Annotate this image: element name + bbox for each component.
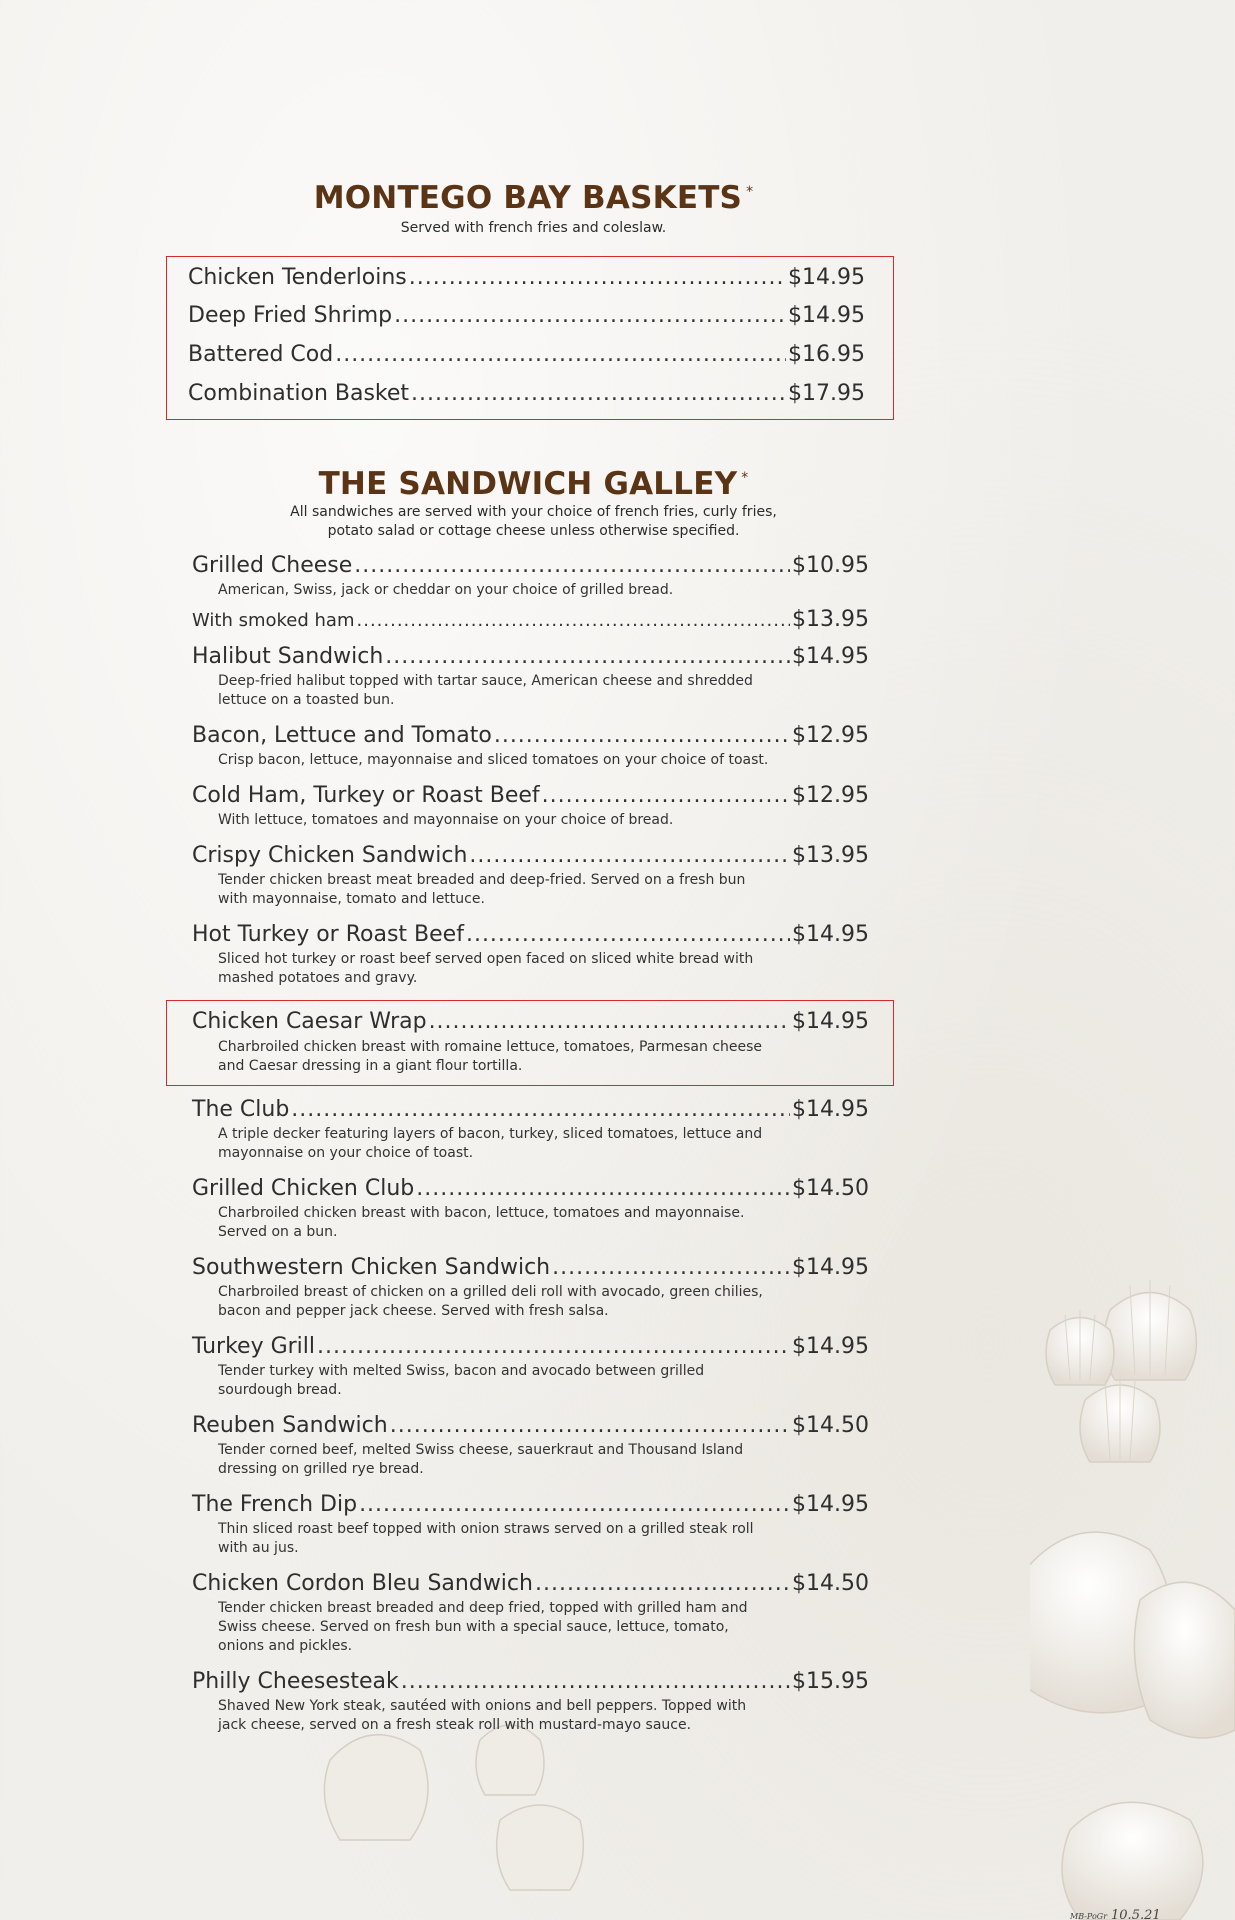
item-name: Philly Cheesesteak [192, 1669, 399, 1694]
item-name: Deep Fried Shrimp [188, 303, 393, 328]
item-name: Chicken Tenderloins [188, 265, 407, 290]
item-description: Tender chicken breast meat breaded and deep-fried. Served on a fresh bun with mayonnaise, tomato and lettuce. [218, 872, 746, 907]
leader-dots [359, 1492, 790, 1517]
item-name: Grilled Cheese [192, 553, 353, 578]
menu-item-crispy-chicken-sandwich [192, 843, 869, 868]
menu-item-chicken-caesar-wrap [192, 1009, 869, 1034]
item-name: The French Dip [192, 1492, 358, 1517]
sandwiches-subtitle-2: potato salad or cottage cheese unless otherwise specified. [327, 523, 740, 539]
item-description: With lettuce, tomatoes and mayonnaise on your choice of bread. [218, 812, 674, 828]
leader-dots [535, 1571, 790, 1596]
item-price: $16.95 [788, 342, 865, 367]
item-name: Reuben Sandwich [192, 1413, 388, 1438]
item-description: Tender turkey with melted Swiss, bacon and avocado between grilled sourdough bread. [218, 1363, 705, 1398]
baskets-title-text: MONTEGO BAY BASKETS [313, 180, 743, 216]
item-price: $17.95 [788, 381, 865, 406]
menu-item-combination-basket [188, 381, 865, 406]
item-price: $14.95 [792, 1334, 869, 1359]
leader-dots [317, 1334, 790, 1359]
leader-dots [542, 783, 790, 808]
item-price: $14.50 [792, 1176, 869, 1201]
item-description: Charbroiled breast of chicken on a grilled deli roll with avocado, green chilies, bacon and pepper jack cheese. Served with fresh salsa. [218, 1284, 763, 1319]
leader-dots [335, 342, 786, 367]
item-name: Chicken Caesar Wrap [192, 1009, 427, 1034]
item-price: $14.95 [792, 1255, 869, 1280]
menu-item-reuben-sandwich [192, 1413, 869, 1438]
item-price: $15.95 [792, 1669, 869, 1694]
item-name: Chicken Cordon Bleu Sandwich [192, 1571, 533, 1596]
item-price: $14.50 [792, 1571, 869, 1596]
leader-dots [429, 1009, 790, 1034]
sandwiches-subtitle-1: All sandwiches are served with your choice of french fries, curly fries, [290, 504, 777, 520]
item-name: The Club [192, 1097, 290, 1122]
menu-item-southwestern-chicken-sandwich [192, 1255, 869, 1280]
leader-dots [411, 381, 786, 406]
item-price: $13.95 [792, 843, 869, 868]
item-name: Hot Turkey or Roast Beef [192, 922, 464, 947]
item-description: Deep-fried halibut topped with tartar sauce, American cheese and shredded lettuce on a toasted bun. [218, 673, 753, 708]
item-description: Shaved New York steak, sautéed with onions and bell peppers. Topped with jack cheese, served on a fresh steak roll with mustard-mayo sauce. [218, 1698, 747, 1733]
menu-item-halibut-sandwich [192, 644, 869, 669]
menu-item-turkey-grill [192, 1334, 869, 1359]
item-name: Bacon, Lettuce and Tomato [192, 723, 492, 748]
seashell-icon [1030, 1270, 1235, 1920]
sandwiches-title-text: THE SANDWICH GALLEY [318, 466, 738, 502]
sandwiches-title [0, 466, 1067, 502]
menu-item-the-french-dip [192, 1492, 869, 1517]
leader-dots [401, 1669, 790, 1694]
baskets-subtitle: Served with french fries and coleslaw. [400, 220, 667, 236]
sandwiches-title-mark: * [741, 470, 749, 486]
leader-dots [390, 1413, 790, 1438]
menu-item-battered-cod [188, 342, 865, 367]
item-description: Tender corned beef, melted Swiss cheese, sauerkraut and Thousand Island dressing on grilled rye bread. [218, 1442, 744, 1477]
item-price: $14.95 [792, 644, 869, 669]
item-name: Combination Basket [188, 381, 410, 406]
menu-item-hot-turkey-roast-beef [192, 922, 869, 947]
leader-dots [354, 553, 790, 578]
menu-item-the-club [192, 1097, 869, 1122]
item-name: Halibut Sandwich [192, 644, 384, 669]
item-description: American, Swiss, jack or cheddar on your choice of grilled bread. [218, 582, 674, 598]
menu-item-cold-ham-turkey-roast-beef [192, 783, 869, 808]
item-price: $13.95 [792, 607, 869, 632]
leader-dots [466, 922, 790, 947]
item-name: Battered Cod [188, 342, 334, 367]
item-price: $14.95 [792, 1492, 869, 1517]
item-description: Tender chicken breast breaded and deep fried, topped with grilled ham and Swiss cheese. Served on fresh bun with a special sauce, lettuce, tomato, onions and pickles. [218, 1600, 748, 1654]
item-price: $12.95 [792, 723, 869, 748]
item-name: Crispy Chicken Sandwich [192, 843, 468, 868]
menu-item-with-smoked-ham [192, 607, 869, 632]
baskets-title [0, 180, 1067, 216]
item-description: Crisp bacon, lettuce, mayonnaise and sliced tomatoes on your choice of toast. [218, 752, 769, 768]
item-name: Turkey Grill [192, 1334, 316, 1359]
item-description: A triple decker featuring layers of bacon, turkey, sliced tomatoes, lettuce and mayonnaise on your choice of toast. [218, 1126, 763, 1161]
item-price: $14.95 [792, 1009, 869, 1034]
item-price: $12.95 [792, 783, 869, 808]
menu-item-deep-fried-shrimp [188, 303, 865, 328]
item-price: $14.95 [788, 303, 865, 328]
item-description: Thin sliced roast beef topped with onion straws served on a grilled steak roll with au jus. [218, 1521, 754, 1556]
version-code: MB-PoGr [1070, 1912, 1108, 1920]
version-stamp [1070, 1904, 1161, 1920]
item-price: $14.50 [792, 1413, 869, 1438]
item-price: $10.95 [792, 553, 869, 578]
leader-dots [494, 723, 790, 748]
menu-item-grilled-cheese [192, 553, 869, 578]
leader-dots [469, 843, 790, 868]
item-name: Grilled Chicken Club [192, 1176, 415, 1201]
leader-dots [394, 303, 786, 328]
menu-item-blt [192, 723, 869, 748]
leader-dots [357, 610, 791, 631]
menu-item-chicken-cordon-bleu-sandwich [192, 1571, 869, 1596]
menu-item-chicken-tenderloins [188, 265, 865, 290]
item-name: Southwestern Chicken Sandwich [192, 1255, 551, 1280]
item-description: Sliced hot turkey or roast beef served open faced on sliced white bread with mashed potatoes and gravy. [218, 951, 754, 986]
item-description: Charbroiled chicken breast with romaine lettuce, tomatoes, Parmesan cheese and Caesar dressing in a giant flour tortilla. [218, 1039, 763, 1074]
item-description: Charbroiled chicken breast with bacon, lettuce, tomatoes and mayonnaise. Served on a bun. [218, 1205, 745, 1240]
leader-dots [416, 1176, 790, 1201]
item-name: Cold Ham, Turkey or Roast Beef [192, 783, 540, 808]
item-name: With smoked ham [192, 610, 355, 631]
item-price: $14.95 [788, 265, 865, 290]
leader-dots [385, 644, 790, 669]
leader-dots [552, 1255, 790, 1280]
leader-dots [409, 265, 786, 290]
menu-item-philly-cheesesteak [192, 1669, 869, 1694]
baskets-title-mark: * [746, 184, 754, 200]
item-price: $14.95 [792, 922, 869, 947]
version-date: 10.5.21 [1111, 1908, 1161, 1920]
item-price: $14.95 [792, 1097, 869, 1122]
menu-item-grilled-chicken-club [192, 1176, 869, 1201]
leader-dots [291, 1097, 790, 1122]
